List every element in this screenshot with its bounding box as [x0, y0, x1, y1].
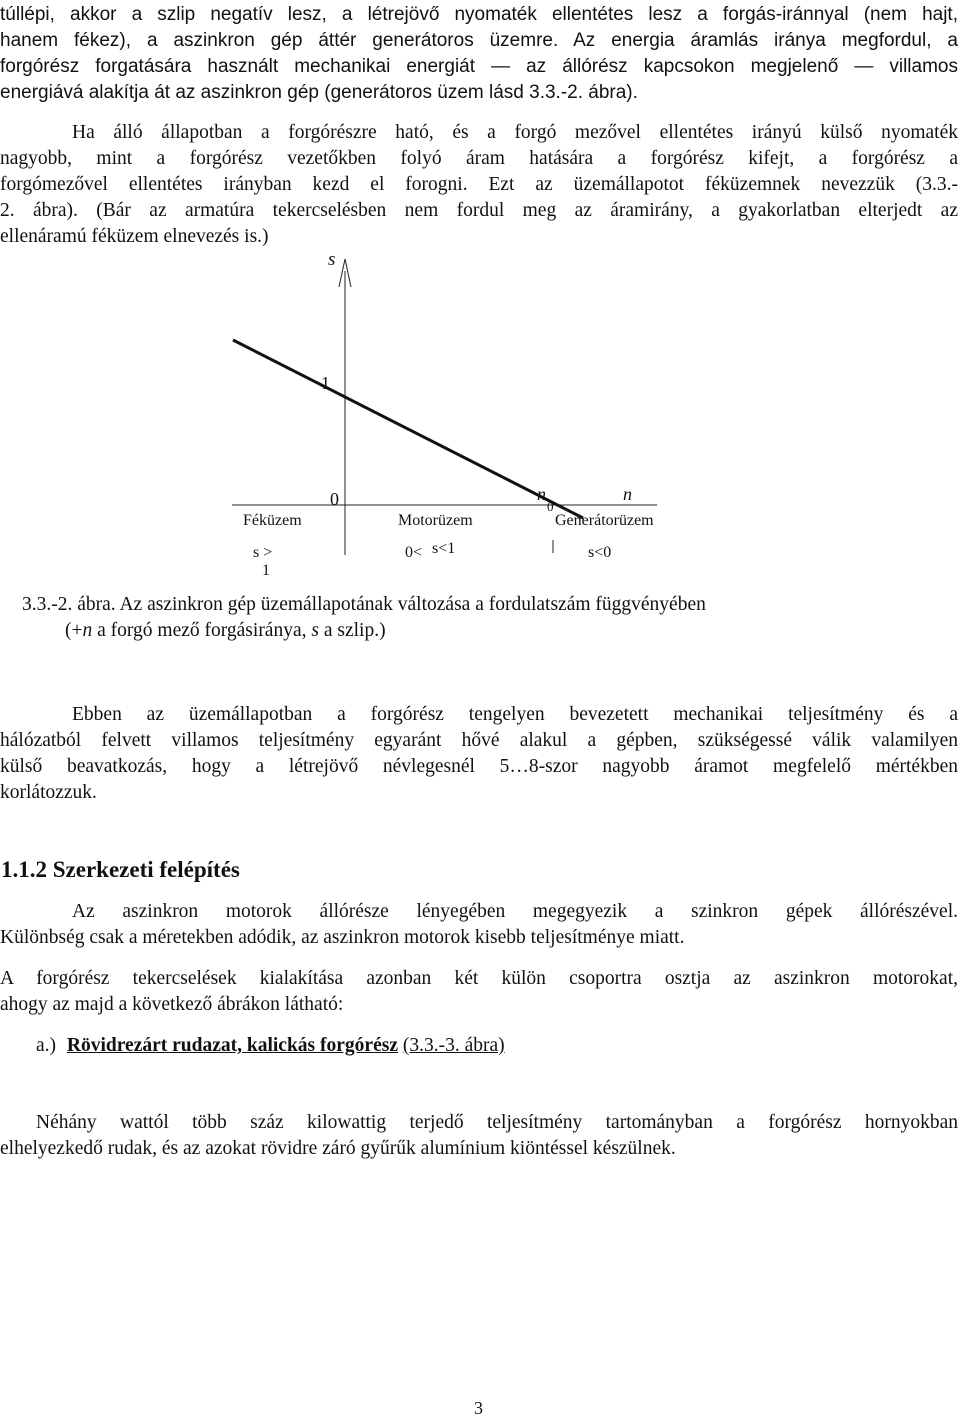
figure-caption: [0, 592, 958, 652]
caption-text: a forgó mező forgásiránya,: [92, 620, 312, 641]
caption-var-s: s: [311, 620, 319, 641]
motor-condition-b: s<1: [432, 540, 456, 557]
region-motor-label: Motorüzem: [398, 512, 473, 529]
region-generator-label: Generátorüzem: [555, 512, 654, 529]
list-marker: a.): [36, 1035, 57, 1056]
paragraph-generator-mode: [0, 0, 958, 110]
text-line: A forgórész tekercselések kialakítása azonban két külön csoportra osztja az aszinkron motorokat,: [0, 968, 958, 989]
paragraph-cage-rotor: [0, 1110, 958, 1166]
text-line: ahogy az majd a következő ábrákon látható:: [0, 994, 344, 1015]
paragraph-brake-power: [0, 702, 958, 812]
motor-condition-a: 0<: [405, 544, 423, 561]
text-line: forgórész forgatására használt mechanikai energiát — az állórész kapcsokon megjelenő — villamos: [0, 56, 958, 77]
axis-label-s: s: [328, 249, 336, 270]
list-item-title: Rövidrezárt rudazat, kalickás forgórész: [66, 1035, 398, 1056]
text-line: hálózatból felvett villamos teljesítmény egyaránt hővé alakul a gépben, szükségessé válik valamilyen: [0, 730, 958, 751]
label-n: n: [623, 484, 632, 504]
text-line: forgómezővel ellentétes irányban kezd el forogni. Ezt az üzemállapotot féküzemnek nevezzük (3.3.-: [0, 174, 958, 195]
text-line: Ha álló állapotban a forgórészre ható, és a forgó mezővel ellentétes irányú külső nyomaték: [72, 122, 958, 143]
section-heading: 1.1.2 Szerkezeti felépítés: [1, 857, 240, 882]
slip-characteristic-line: [233, 340, 583, 518]
caption-line-2: [65, 618, 960, 644]
paragraph-rotor-groups: [0, 966, 958, 1022]
generator-condition: s<0: [588, 544, 612, 561]
text-line: Néhány wattól több száz kilowattig terjedő teljesítmény tartományban a forgórész hornyokban: [36, 1112, 958, 1133]
brake-condition-a: s >: [253, 544, 273, 561]
caption-text: (+: [65, 620, 83, 641]
list-item: [36, 1033, 936, 1059]
region-brake-label: Féküzem: [243, 512, 302, 529]
text-line: ellenáramú féküzem elnevezés is.): [0, 226, 269, 247]
figure-reference: (3.3.-3. ábra): [402, 1035, 505, 1056]
text-line: hanem fékez), a aszinkron gép áttér generátoros üzemre. Az energia áramlás iránya megfordul, a: [0, 30, 958, 51]
caption-var-n: n: [82, 620, 93, 641]
text-line: elhelyezkedő rudak, és az azokat rövidre záró gyűrűk alumínium kiöntéssel készülnek.: [0, 1138, 676, 1159]
operating-mode-figure: [0, 235, 960, 585]
caption-text: a szlip.): [318, 620, 386, 641]
text-line: korlátozzuk.: [0, 782, 97, 803]
text-line: külső beavatkozás, hogy a létrejövő névlegesnél 5…8-szor nagyobb áramot megfelelő mértékben: [0, 756, 958, 777]
text-line: energiává alakítja át az aszinkron gép (generátoros üzem lásd 3.3.-2. ábra).: [0, 82, 638, 103]
text-line: nagyobb, mint a forgórész vezetőkben folyó áram hatására a forgórész kifejt, a forgórész a: [0, 148, 958, 169]
label-n0-sub: 0: [547, 499, 554, 514]
text-line: Különbség csak a méretekben adódik, az aszinkron motorok kisebb teljesítménye miatt.: [0, 927, 685, 948]
text-line: 2. ábra). (Bár az armatúra tekercselésben nem fordul meg az áramirány, a gyakorlatban elterjedt az: [0, 200, 958, 221]
paragraph-stator: [0, 899, 958, 955]
brake-condition-b: 1: [262, 562, 270, 579]
label-n0: n: [537, 484, 546, 504]
caption-line-1: 3.3.-2. ábra. Az aszinkron gép üzemállapotának változása a fordulatszám függvényében: [22, 594, 706, 615]
tick-label-0: 0: [330, 489, 339, 509]
text-line: Ebben az üzemállapotban a forgórész tengelyen bevezetett mechanikai teljesítmény és a: [72, 704, 958, 725]
text-line: túllépi, akkor a szlip negatív lesz, a létrejövő nyomaték ellentétes lesz a forgás-iránnyal (nem hajt,: [0, 4, 958, 25]
text-line: Az aszinkron motorok állórésze lényegében megegyezik a szinkron gépek állórészével.: [72, 901, 958, 922]
tick-label-1: 1: [321, 373, 330, 393]
page-number: 3: [474, 1398, 483, 1418]
